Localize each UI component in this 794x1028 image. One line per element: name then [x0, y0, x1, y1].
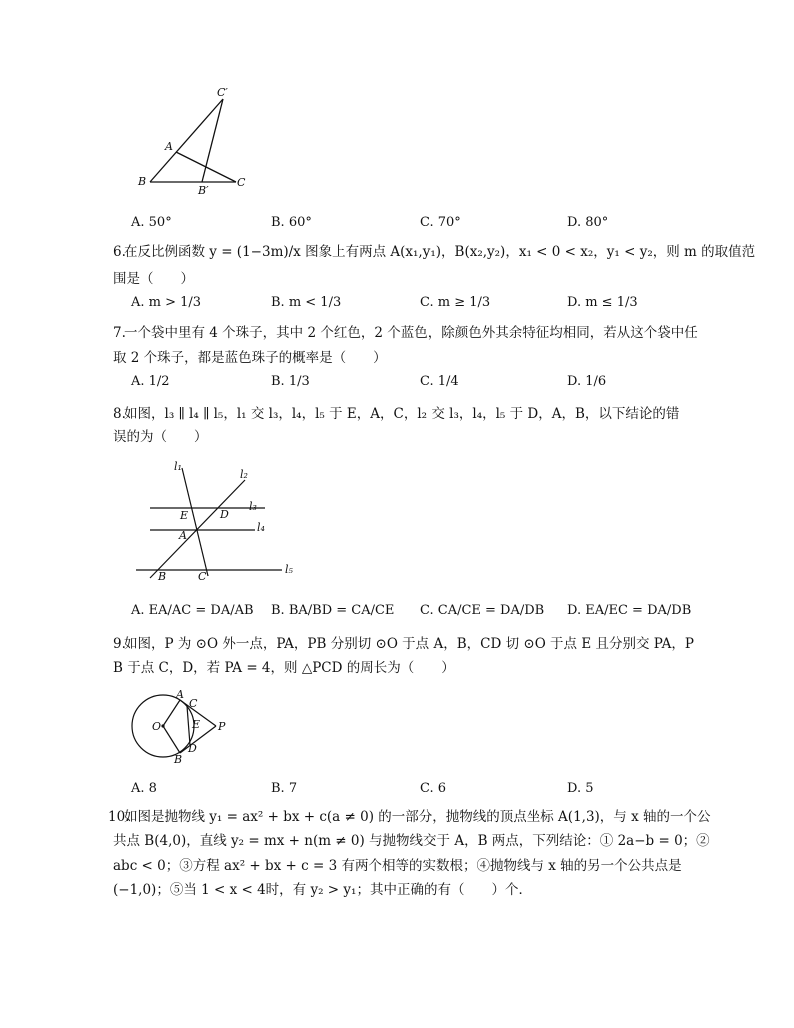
q7-option-b[interactable]: B. 1/3: [271, 374, 310, 389]
q5-option-a[interactable]: A. 50°: [131, 215, 172, 230]
q6-option-d[interactable]: D. m ≤ 1/3: [567, 295, 638, 310]
q5-option-c[interactable]: C. 70°: [420, 215, 461, 230]
q6-stem-line1: 在反比例函数 y = (1−3m)/x 图象上有两点 A(x₁,y₁)，B(x₂,y₂)，x₁ < 0 < x₂，y₁ < y₂，则 m 的取值范: [124, 244, 756, 260]
label-d: D: [220, 508, 229, 521]
q5-figure: [130, 82, 260, 197]
q7-option-d[interactable]: D. 1/6: [567, 374, 607, 389]
q9-number: 9.: [113, 636, 126, 652]
label-l2: l₂: [240, 468, 248, 481]
q6-option-b[interactable]: B. m < 1/3: [271, 295, 342, 310]
label-b: B: [138, 175, 147, 188]
q10-stem-line2: 共点 B(4,0)，直线 y₂ = mx + n(m ≠ 0) 与抛物线交于 A，B 两点，下列结论：① 2a−b = 0；②: [113, 833, 710, 849]
label-e: E: [192, 718, 201, 731]
q8-option-d[interactable]: D. EA/EC = DA/DB: [567, 603, 692, 618]
q6-option-c[interactable]: C. m ≥ 1/3: [420, 295, 491, 310]
q9-stem-line1: 如图，P 为 ⊙O 外一点，PA，PB 分别切 ⊙O 于点 A，B，CD 切 ⊙O 于点 E 且分别交 PA，P: [124, 636, 694, 652]
q7-stem-line1: 一个袋中里有 4 个珠子，其中 2 个红色，2 个蓝色，除颜色外其余特征均相同，若从这个袋中任: [124, 325, 698, 341]
label-c: C: [198, 570, 207, 583]
q8-stem-line1: 如图，l₃ ∥ l₄ ∥ l₅，l₁ 交 l₃，l₄，l₅ 于 E，A，C，l₂ 交 l₃，l₄，l₅ 于 D，A，B，以下结论的错: [124, 406, 680, 422]
q8-figure: [130, 458, 300, 588]
label-a: A: [165, 140, 173, 153]
q8-number: 8.: [113, 406, 126, 422]
label-a: A: [176, 688, 184, 701]
label-o: O: [152, 720, 162, 733]
q8-option-a[interactable]: A. EA/AC = DA/AB: [131, 603, 254, 618]
q5-option-d[interactable]: D. 80°: [567, 215, 609, 230]
q8-option-b[interactable]: B. BA/BD = CA/CE: [271, 603, 395, 618]
q7-option-c[interactable]: C. 1/4: [420, 374, 459, 389]
q10-number: 10.: [108, 809, 130, 825]
label-e: E: [180, 509, 189, 522]
q10-stem-line3: abc < 0；③方程 ax² + bx + c = 3 有两个相等的实数根；④抛物线与 x 轴的另一个公共点是: [113, 858, 682, 874]
q9-option-d[interactable]: D. 5: [567, 781, 594, 796]
label-l4: l₄: [257, 521, 265, 534]
q7-stem-line2: 取 2 个珠子，都是蓝色珠子的概率是（ ）: [113, 350, 387, 366]
label-a: A: [179, 529, 187, 542]
q10-stem-line1: 如图是抛物线 y₁ = ax² + bx + c(a ≠ 0) 的一部分，抛物线的顶点坐标 A(1,3)，与 x 轴的一个公: [124, 809, 711, 825]
label-c: C: [189, 697, 198, 710]
label-d: D: [188, 742, 197, 755]
label-l5: l₅: [285, 563, 293, 576]
q10-stem-line4: (−1,0)；⑤当 1 < x < 4时，有 y₂ > y₁；其中正确的有（ ）个．: [113, 882, 532, 898]
label-c-prime: C′: [217, 86, 228, 99]
label-c: C: [237, 176, 246, 189]
label-b: B: [174, 753, 183, 766]
label-l3: l₃: [249, 500, 257, 513]
q6-number: 6.: [113, 244, 126, 260]
q9-figure: [130, 688, 240, 768]
q5-option-b[interactable]: B. 60°: [271, 215, 312, 230]
q7-number: 7.: [113, 325, 126, 341]
label-l1: l₁: [174, 460, 182, 473]
q9-option-c[interactable]: C. 6: [420, 781, 447, 796]
label-b: B: [158, 570, 167, 583]
q9-stem-line2: B 于点 C，D，若 PA = 4，则 △PCD 的周长为（ ）: [113, 660, 455, 676]
q8-stem-line2: 误的为（ ）: [113, 429, 208, 445]
q6-stem-line2: 围是（ ）: [113, 271, 194, 287]
label-b-prime: B′: [198, 184, 209, 197]
q7-option-a[interactable]: A. 1/2: [131, 374, 170, 389]
label-p: P: [218, 720, 226, 733]
q9-option-a[interactable]: A. 8: [131, 781, 157, 796]
q8-option-c[interactable]: C. CA/CE = DA/DB: [420, 603, 545, 618]
q6-option-a[interactable]: A. m > 1/3: [131, 295, 202, 310]
q9-option-b[interactable]: B. 7: [271, 781, 298, 796]
